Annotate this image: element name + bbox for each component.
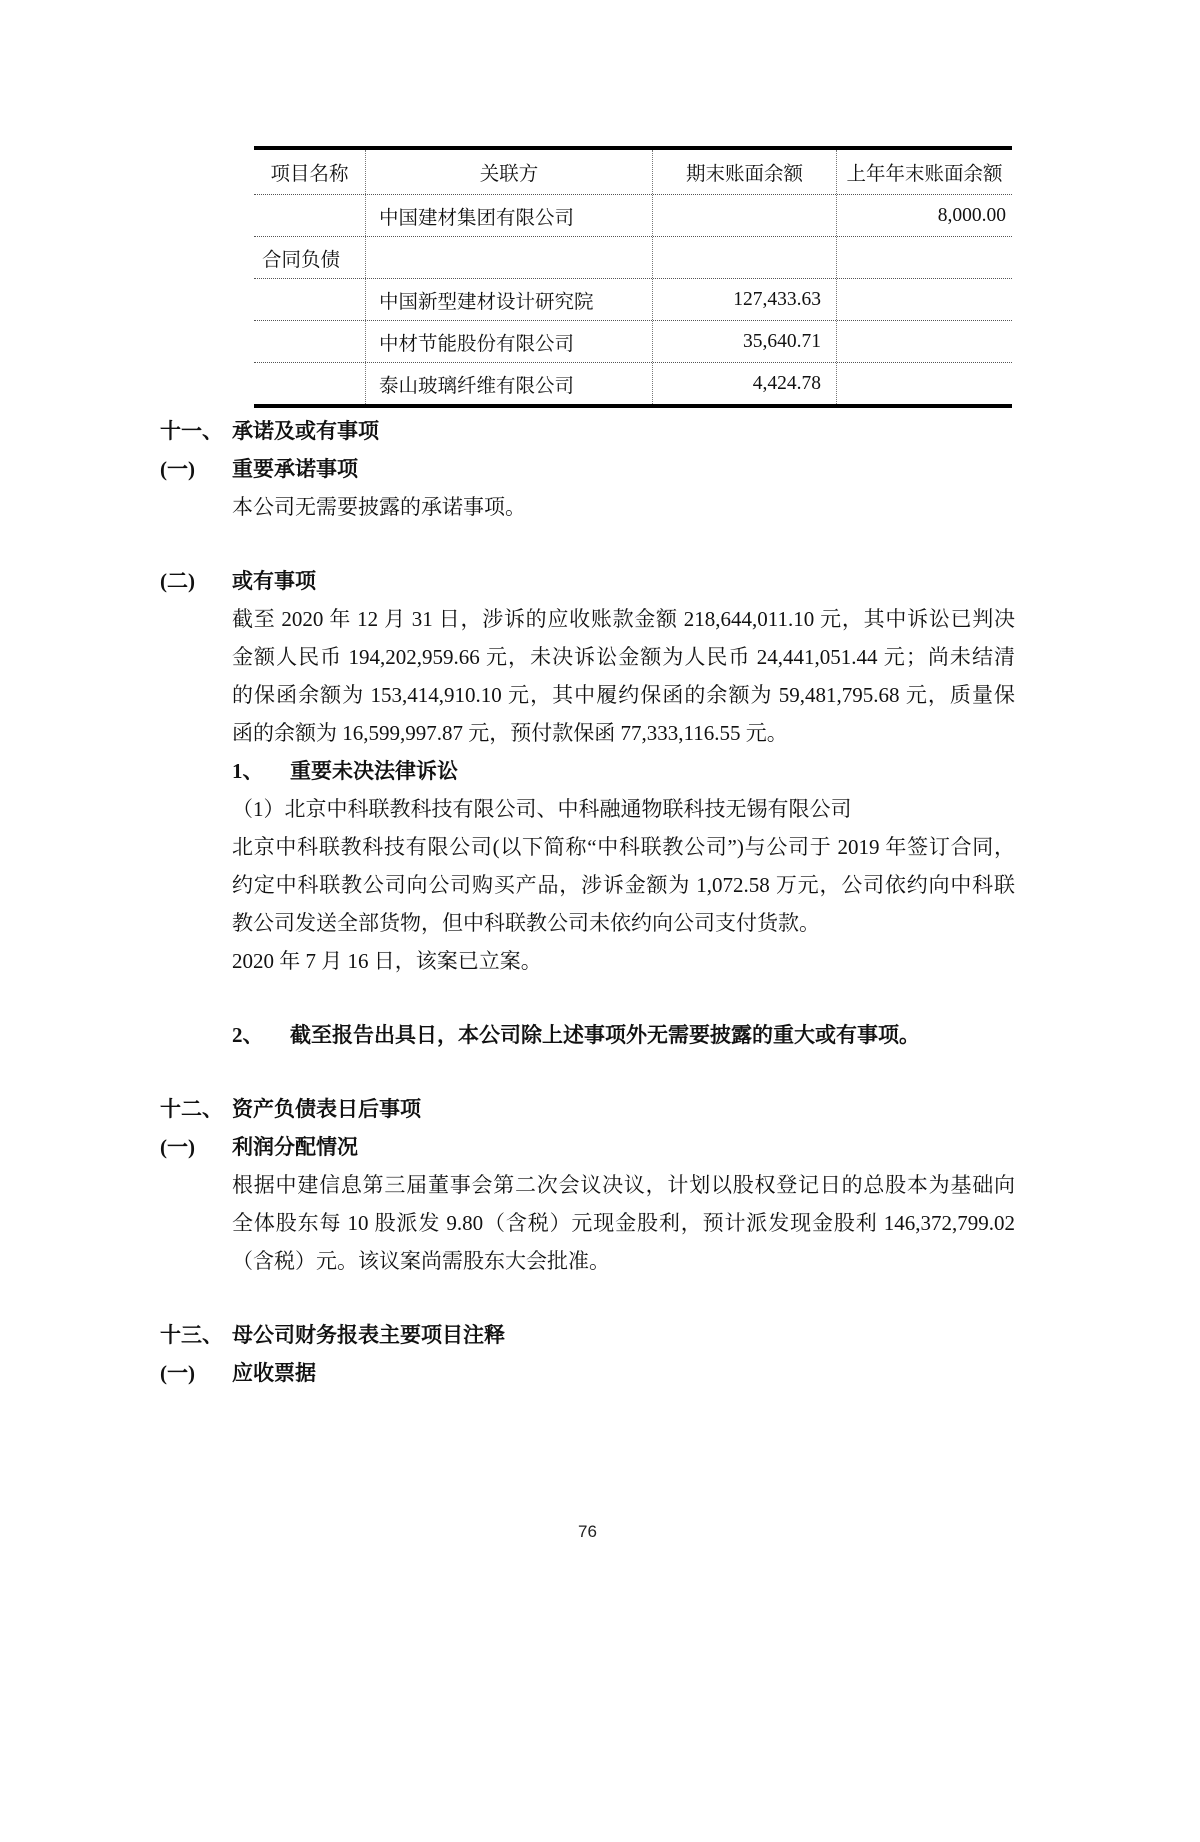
cell-prior-year-balance	[836, 237, 1012, 278]
cell-item-name	[254, 204, 365, 228]
cell-related-party: 中国新型建材设计研究院	[365, 279, 652, 320]
section-12-heading	[160, 1090, 1015, 1128]
contingency-paragraph-line: 截至 2020 年 12 月 31 日，涉诉的应收账款金额 218,644,011.10 元，其中诉讼已判决	[232, 607, 1015, 631]
page-number: 76	[578, 1522, 597, 1541]
section-11-2-number: (二)	[160, 569, 195, 593]
section-13-1-heading	[160, 1354, 1015, 1392]
section-12-1-heading	[160, 1128, 1015, 1166]
no-other-contingency-item	[232, 1016, 1015, 1054]
section-11-1-body: 本公司无需要披露的承诺事项。	[232, 495, 526, 519]
section-13-number: 十三、	[160, 1323, 223, 1347]
col-header-prior-year-balance: 上年年末账面余额	[836, 150, 1012, 194]
litigation-paragraph-line: 教公司发送全部货物，但中科联教公司未依约向公司支付货款。	[232, 911, 820, 935]
col-header-related-party: 关联方	[365, 150, 652, 194]
litigation-item-title: 重要未决法律诉讼	[290, 759, 458, 783]
section-13-1-number: (一)	[160, 1361, 195, 1385]
litigation-paragraph-line: 北京中科联教科技有限公司(以下简称“中科联教公司”)与公司于 2019 年签订合同，	[232, 835, 1015, 859]
section-11-1-heading	[160, 450, 1015, 488]
cell-related-party	[365, 237, 652, 278]
litigation-case-title: （1）北京中科联教科技有限公司、中科融通物联科技无锡有限公司	[232, 797, 852, 821]
section-12-1-number: (一)	[160, 1135, 195, 1159]
litigation-paragraph-line: 约定中科联教公司向公司购买产品，涉诉金额为 1,072.58 万元，公司依约向中科联	[232, 873, 1015, 897]
dividend-paragraph-line: 根据中建信息第三届董事会第二次会议决议，计划以股权登记日的总股本为基础向	[232, 1173, 1015, 1197]
contingency-paragraph-line: 的保函余额为 153,414,910.10 元，其中履约保函的余额为 59,481,795.68 元，质量保	[232, 683, 1015, 707]
section-11-2-heading	[160, 562, 1015, 600]
section-11-number: 十一、	[160, 419, 223, 443]
cell-ending-balance	[652, 237, 836, 278]
cell-ending-balance	[652, 195, 836, 236]
section-13-heading	[160, 1316, 1015, 1354]
table-row	[254, 321, 1012, 363]
section-13-1-title: 应收票据	[232, 1361, 316, 1385]
dividend-paragraph-line: 全体股东每 10 股派发 9.80（含税）元现金股利，预计派发现金股利 146,372,799.02	[232, 1211, 1015, 1235]
cell-ending-balance: 4,424.78	[652, 363, 836, 404]
col-header-ending-balance: 期末账面余额	[652, 150, 836, 194]
no-other-contingency-number: 2、	[232, 1023, 264, 1047]
spacer	[160, 526, 1015, 562]
section-13-title: 母公司财务报表主要项目注释	[232, 1323, 505, 1347]
col-header-item-name: 项目名称	[270, 164, 349, 185]
litigation-item-number: 1、	[232, 759, 264, 783]
section-11-2-title: 或有事项	[232, 569, 316, 593]
cell-related-party: 中国建材集团有限公司	[365, 195, 652, 236]
cell-prior-year-balance	[836, 279, 1012, 320]
section-12-1-title: 利润分配情况	[232, 1135, 358, 1159]
cell-prior-year-balance	[836, 363, 1012, 404]
cell-item-name	[254, 330, 365, 354]
cell-related-party: 泰山玻璃纤维有限公司	[365, 363, 652, 404]
cell-ending-balance: 127,433.63	[652, 279, 836, 320]
contingency-paragraph-line: 函的余额为 16,599,997.87 元，预付款保函 77,333,116.55 元。	[232, 721, 788, 745]
cell-item-name	[254, 288, 365, 312]
spacer	[160, 1054, 1015, 1090]
dividend-paragraph-line: （含税）元。该议案尚需股东大会批准。	[232, 1249, 610, 1273]
table-row	[254, 195, 1012, 237]
table-row	[254, 237, 1012, 279]
section-12-title: 资产负债表日后事项	[232, 1097, 421, 1121]
section-11-1-number: (一)	[160, 457, 195, 481]
cell-prior-year-balance	[836, 321, 1012, 362]
spacer	[160, 980, 1015, 1016]
cell-item-name: 合同负债	[262, 249, 341, 271]
cell-ending-balance: 35,640.71	[652, 321, 836, 362]
related-party-balances-table	[254, 146, 1012, 408]
section-11-heading	[160, 412, 1015, 450]
table-header-row	[254, 150, 1012, 195]
spacer	[160, 1280, 1015, 1316]
table-row	[254, 279, 1012, 321]
litigation-item-heading	[232, 752, 1015, 790]
contingency-paragraph-line: 金额人民币 194,202,959.66 元，未决诉讼金额为人民币 24,441,051.44 元；尚未结清	[232, 645, 1015, 669]
section-12-number: 十二、	[160, 1097, 223, 1121]
section-11-title: 承诺及或有事项	[232, 419, 379, 443]
document-body	[160, 412, 1015, 1392]
cell-prior-year-balance: 8,000.00	[836, 195, 1012, 236]
litigation-filing-date: 2020 年 7 月 16 日，该案已立案。	[232, 949, 542, 973]
cell-item-name	[254, 372, 365, 396]
no-other-contingency-text: 截至报告出具日，本公司除上述事项外无需要披露的重大或有事项。	[290, 1023, 920, 1047]
cell-related-party: 中材节能股份有限公司	[365, 321, 652, 362]
section-11-1-title: 重要承诺事项	[232, 457, 358, 481]
table-row	[254, 363, 1012, 404]
